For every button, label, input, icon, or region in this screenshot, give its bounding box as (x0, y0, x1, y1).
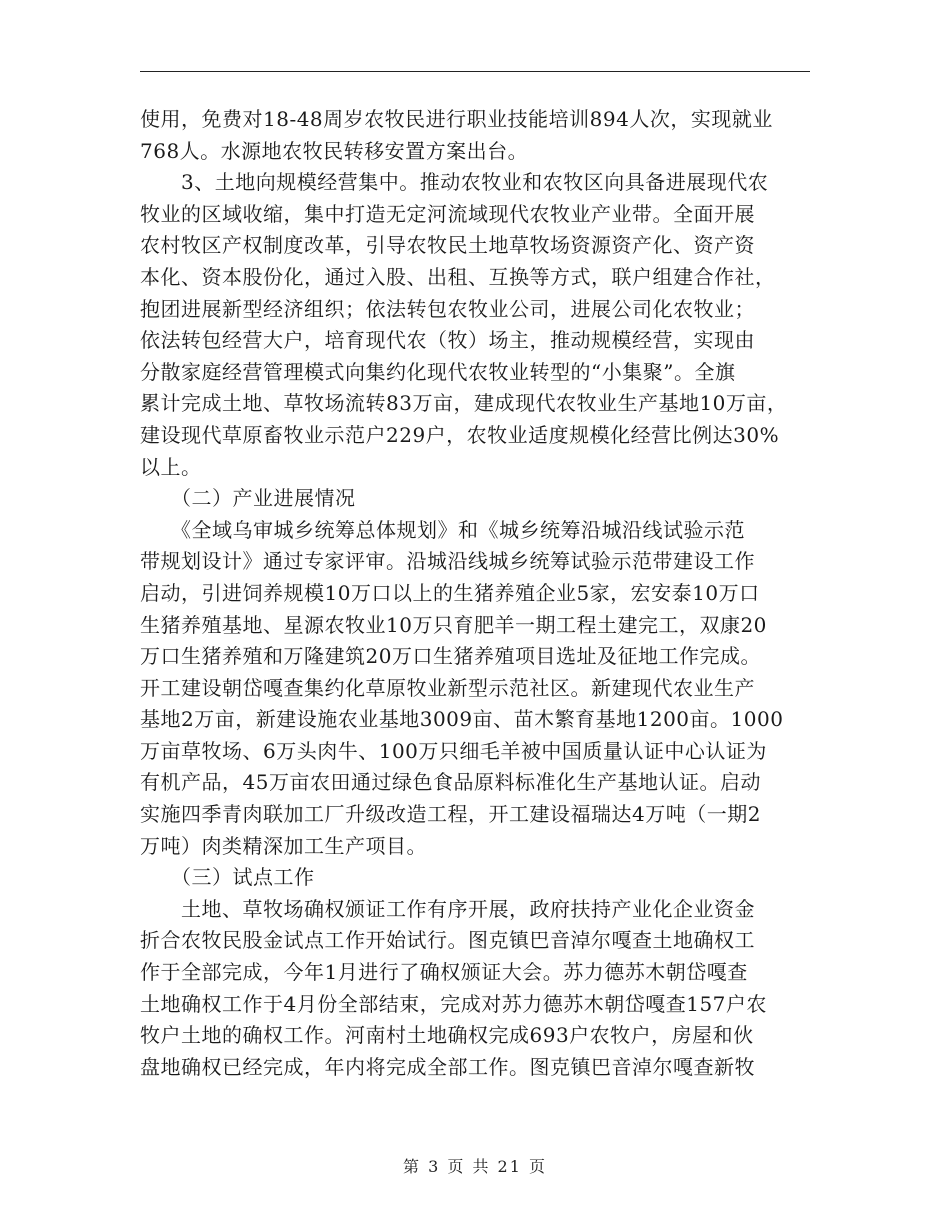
header-rule (140, 71, 810, 72)
body-text (140, 104, 820, 1083)
text-line: 万吨）肉类精深加工生产项目。 (140, 833, 427, 858)
text-line: 3、土地向规模经营集中。推动农牧业和农牧区向具备进展现代农 (140, 170, 769, 195)
text-line: 基地2万亩，新建设施农业基地3009亩、苗木繁育基地1200亩。1000 (140, 707, 784, 732)
text-line: 开工建设朝岱嘎查集约化草原牧业新型示范社区。新建现代农业生产 (140, 675, 755, 700)
text-line: 万口生猪养殖和万隆建筑20万口生猪养殖项目选址及征地工作完成。 (140, 644, 761, 669)
section-heading: （三）试点工作 (140, 865, 315, 890)
text-line: 作于全部完成，今年1月进行了确权颁证大会。苏力德苏木朝岱嘎查 (140, 960, 748, 985)
text-line: 《全域乌审城乡统筹总体规划》和《城乡统筹沿城沿线试验示范 (140, 517, 745, 542)
text-line: 牧业的区域收缩，集中打造无定河流域现代农牧业产业带。全面开展 (140, 201, 755, 226)
text-line: 累计完成土地、草牧场流转83万亩，建成现代农牧业生产基地10万亩， (140, 391, 788, 416)
text-line: 依法转包经营大户，培育现代农（牧）场主，推动规模经营，实现由 (140, 328, 755, 353)
text-line: 折合农牧民股金试点工作开始试行。图克镇巴音淖尔嘎查土地确权工 (140, 928, 755, 953)
section-heading: （二）产业进展情况 (140, 486, 356, 511)
text-line: 带规划设计》通过专家评审。沿城沿线城乡统筹试验示范带建设工作 (140, 549, 755, 574)
text-line: 使用，免费对18-48周岁农牧民进行职业技能培训894人次，实现就业 (140, 107, 773, 131)
text-line: 土地确权工作于4月份全部结束，完成对苏力德苏木朝岱嘎查157户农 (140, 991, 767, 1016)
text-line: 农村牧区产权制度改革，引导农牧民土地草牧场资源资产化、资产资 (140, 233, 755, 258)
text-line: 土地、草牧场确权颁证工作有序开展，政府扶持产业化企业资金 (140, 896, 755, 921)
text-line: 建设现代草原畜牧业示范户229户，农牧业适度规模化经营比例达30% (140, 422, 780, 447)
text-line: 分散家庭经营管理模式向集约化现代农牧业转型的“小集聚”。全旗 (140, 359, 736, 384)
text-line: 有机产品，45万亩农田通过绿色食品原料标准化生产基地认证。启动 (140, 770, 761, 795)
text-line: 本化、资本股份化，通过入股、出租、互换等方式，联户组建合作社， (140, 264, 776, 289)
text-line: 以上。 (140, 454, 202, 479)
text-line: 768人。水源地农牧民转移安置方案出台。 (140, 138, 529, 163)
text-line: 实施四季青肉联加工厂升级改造工程，开工建设福瑞达4万吨（一期2 (140, 802, 761, 827)
text-line: 盘地确权已经完成，年内将完成全部工作。图克镇巴音淖尔嘎查新牧 (140, 1054, 755, 1079)
text-line: 抱团进展新型经济组织；依法转包农牧业公司，进展公司化农牧业； (140, 296, 755, 321)
text-line: 启动，引进饲养规模10万口以上的生猪养殖企业5家，宏安泰10万口 (140, 580, 760, 605)
page-number: 第 3 页 共 21 页 (403, 1157, 547, 1176)
text-line: 万亩草牧场、6万头肉牛、100万只细毛羊被中国质量认证中心认证为 (140, 738, 767, 763)
text-line: 牧户土地的确权工作。河南村土地确权完成693户农牧户，房屋和伙 (140, 1023, 754, 1048)
text-line: 生猪养殖基地、星源农牧业10万只育肥羊一期工程土建完工，双康20 (140, 612, 767, 637)
